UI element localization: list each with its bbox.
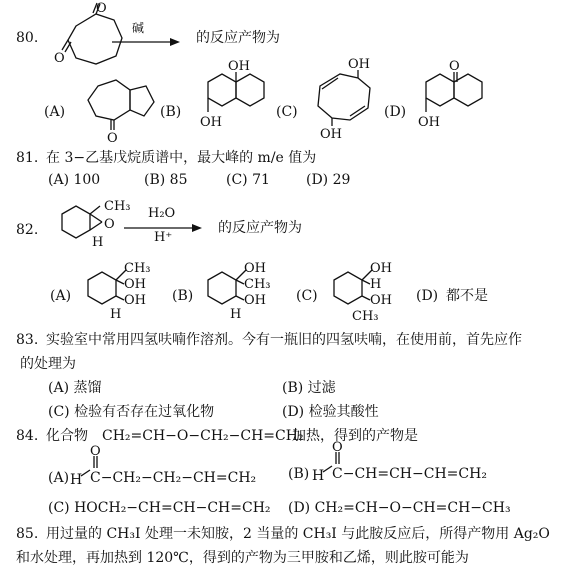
q82-c-ch3: CH₃	[352, 309, 379, 324]
q80-option-c-structure	[300, 56, 390, 146]
q80-option-d-label: (D)	[384, 104, 407, 120]
q82-a-ch3: CH₃	[124, 261, 151, 276]
q82-b-ch3: CH₃	[244, 277, 271, 292]
q81-option-b: (B) 85	[144, 172, 188, 188]
q82-c-oh-1: OH	[370, 261, 392, 276]
q82-c-oh-2: OH	[370, 293, 392, 308]
q81-option-d: (D) 29	[306, 172, 351, 188]
q84-option-a-label: (A)	[48, 470, 70, 486]
q80-o-top: O	[96, 1, 107, 16]
q82-option-a-structure	[78, 258, 178, 328]
q82-a-oh-1: OH	[124, 277, 146, 292]
q84-option-b-label: (B)	[288, 466, 310, 482]
q80-b-oh-bottom: OH	[200, 115, 222, 130]
q81-option-a: (A) 100	[48, 172, 101, 188]
q80-a-o: O	[107, 131, 118, 146]
q82-reagent-bottom: H⁺	[154, 230, 173, 245]
q82-start-ch3: CH₃	[104, 199, 131, 214]
q84-option-d: (D) CH₂=CH−O−CH=CH−CH₃	[288, 500, 511, 516]
q85-number: 85.	[16, 526, 39, 542]
q82-option-c-structure	[324, 258, 424, 328]
q82-option-a-label: (A)	[50, 288, 72, 304]
q84-option-a-chain: C−CH₂−CH₂−CH=CH₂	[90, 470, 257, 486]
q83-number: 83.	[16, 332, 39, 348]
q82-option-b-structure	[198, 258, 298, 328]
q81-number: 81.	[16, 150, 39, 166]
q80-b-oh-top: OH	[228, 59, 250, 74]
q80-option-b-label: (B)	[160, 104, 182, 120]
q85-line2: 和水处理，再加热到 120℃，得到的产物为三甲胺和乙烯，则此胺可能为	[16, 550, 469, 566]
q84-question-suffix: 加热，得到的产物是	[292, 428, 418, 444]
q83-question-line2: 的处理为	[20, 356, 76, 372]
q80-option-a-label: (A)	[44, 104, 66, 120]
q81-option-c: (C) 71	[226, 172, 270, 188]
q84-b-o: O	[332, 440, 343, 455]
q80-option-b-structure	[186, 60, 266, 140]
q80-option-d-structure	[404, 60, 504, 140]
q80-d-o: O	[449, 59, 460, 74]
q82-start-o: O	[104, 217, 115, 232]
q84-option-c: (C) HOCH₂−CH=CH−CH=CH₂	[48, 500, 271, 516]
q83-option-d: (D) 检验其酸性	[282, 404, 379, 420]
q82-option-b-label: (B)	[172, 288, 194, 304]
q82-b-oh-2: OH	[244, 293, 266, 308]
q80-c-oh-bottom: OH	[320, 127, 342, 142]
q85-line1: 用过量的 CH₃I 处理一未知胺，2 当量的 CH₃I 与此胺反应后，所得产物用 Ag₂O	[46, 526, 550, 542]
q81-question: 在 3−乙基戊烷质谱中，最大峰的 m/e 值为	[46, 150, 317, 166]
q84-question-prefix: 化合物	[46, 428, 88, 444]
q82-a-h: H	[110, 307, 122, 322]
q82-b-oh-1: OH	[244, 261, 266, 276]
q80-reagent: 碱	[132, 21, 145, 35]
q82-option-d-label: (D)	[416, 288, 439, 304]
q82-suffix: 的反应产物为	[218, 220, 302, 236]
q82-start-h: H	[92, 235, 104, 250]
q83-question-line1: 实验室中常用四氢呋喃作溶剂。今有一瓶旧的四氢呋喃，在使用前，首先应作	[46, 332, 522, 348]
q80-d-oh: OH	[418, 115, 440, 130]
q82-a-oh-2: OH	[124, 293, 146, 308]
q82-reagent-top: H₂O	[148, 206, 176, 221]
q84-option-b-chain: C−CH=CH−CH=CH₂	[332, 466, 487, 482]
q82-number: 82.	[16, 222, 39, 238]
q80-reaction-arrow	[112, 32, 182, 52]
q84-b-h: H	[312, 468, 325, 484]
q80-number: 80.	[16, 30, 39, 46]
q82-option-d-text: 都不是	[446, 288, 488, 304]
q80-suffix: 的反应产物为	[196, 30, 280, 46]
q82-option-c-label: (C)	[296, 288, 318, 304]
q82-c-h: H	[370, 277, 382, 292]
q80-c-oh-top: OH	[348, 57, 370, 72]
q84-number: 84.	[16, 428, 39, 444]
q80-o-bottom: O	[54, 51, 65, 66]
q80-option-c-label: (C)	[276, 104, 298, 120]
q83-option-c: (C) 检验有否存在过氧化物	[48, 404, 215, 420]
q84-a-o: O	[90, 444, 101, 459]
q82-b-h: H	[230, 307, 242, 322]
q84-a-h: H	[70, 472, 83, 488]
q83-option-b: (B) 过滤	[282, 380, 336, 396]
q83-option-a: (A) 蒸馏	[48, 380, 102, 396]
q84-formula: CH₂=CH−O−CH₂−CH=CH₂	[102, 428, 304, 444]
q80-option-a-structure	[78, 76, 158, 146]
